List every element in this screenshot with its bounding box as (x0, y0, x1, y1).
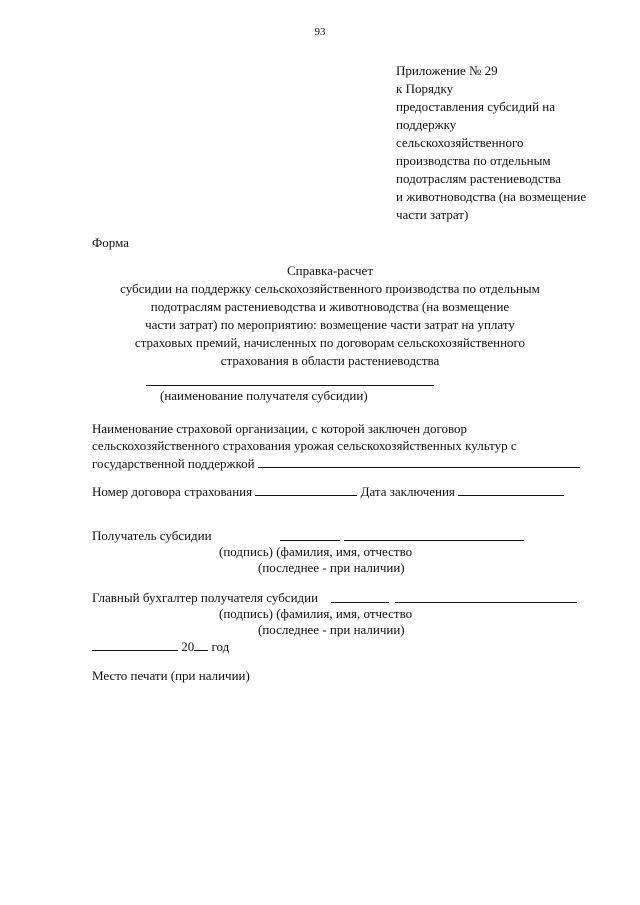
appendix-line: подотраслям растениеводства (396, 171, 562, 186)
insurer-paragraph (92, 420, 580, 472)
accountant-sign-label: Главный бухгалтер получателя субсидии (92, 590, 319, 605)
title-line: Справка-расчет (286, 263, 374, 278)
form-label: Форма (92, 235, 129, 250)
date-row (92, 637, 229, 655)
insurer-line-1: Наименование страховой организации, с которой заключен договор (92, 421, 468, 436)
appendix-line: производства по отдельным (396, 153, 551, 168)
contract-number-field[interactable] (255, 482, 357, 496)
title-line: страхования в области растениеводства (220, 353, 440, 368)
date-day-month-field[interactable] (92, 637, 178, 651)
title-line: подотраслям растениеводства и животноводства (на возмещение (150, 299, 510, 314)
date-year-prefix: 20 (181, 639, 195, 654)
recipient-name-line[interactable] (146, 372, 434, 386)
contract-date-label: Дата заключения (360, 484, 455, 499)
appendix-line: части затрат) (396, 207, 469, 222)
date-year-field[interactable] (194, 637, 208, 651)
appendix-line: Приложение № 29 (396, 63, 498, 78)
seal-place: Место печати (при наличии) (92, 668, 250, 683)
page-number: 93 (314, 26, 326, 38)
date-year-suffix: год (211, 639, 230, 654)
recipient-signature-field[interactable] (280, 527, 340, 541)
recipient-sign-caption-1: (подпись) (фамилия, имя, отчество (219, 544, 413, 559)
recipient-fullname-field[interactable] (344, 527, 524, 541)
insurer-name-field[interactable] (258, 454, 580, 468)
contract-row (92, 482, 564, 500)
accountant-sign-caption-2: (последнее - при наличии) (258, 622, 405, 637)
appendix-line: и животноводства (на возмещение (396, 189, 587, 204)
recipient-sign-label: Получатель субсидии (92, 528, 212, 543)
insurer-line-3-text: государственной поддержкой (92, 456, 255, 471)
document-title (92, 262, 568, 370)
appendix-line: сельскохозяйственного (396, 135, 524, 150)
contract-number-label: Номер договора страхования (92, 484, 253, 499)
recipient-sign-caption-2: (последнее - при наличии) (258, 560, 405, 575)
title-line: части затрат) по мероприятию: возмещение части затрат на уплату (145, 317, 515, 332)
title-line: субсидии на поддержку сельскохозяйственного производства по отдельным (120, 281, 540, 296)
title-line: страховых премий, начисленных по договорам сельскохозяйственного (134, 335, 526, 350)
accountant-sign-caption-1: (подпись) (фамилия, имя, отчество (219, 606, 413, 621)
contract-date-field[interactable] (458, 482, 564, 496)
appendix-line: предоставления субсидий на (396, 99, 556, 114)
insurer-line-3 (92, 454, 580, 472)
accountant-fullname-field[interactable] (395, 589, 577, 603)
accountant-signature-field[interactable] (331, 589, 389, 603)
appendix-header (396, 62, 611, 224)
appendix-line: поддержку (396, 117, 457, 132)
appendix-line: к Порядку (396, 81, 454, 96)
insurer-line-2: сельскохозяйственного страхования урожая сельскохозяйственных культур с (92, 438, 517, 453)
recipient-name-caption: (наименование получателя субсидии) (160, 388, 368, 403)
